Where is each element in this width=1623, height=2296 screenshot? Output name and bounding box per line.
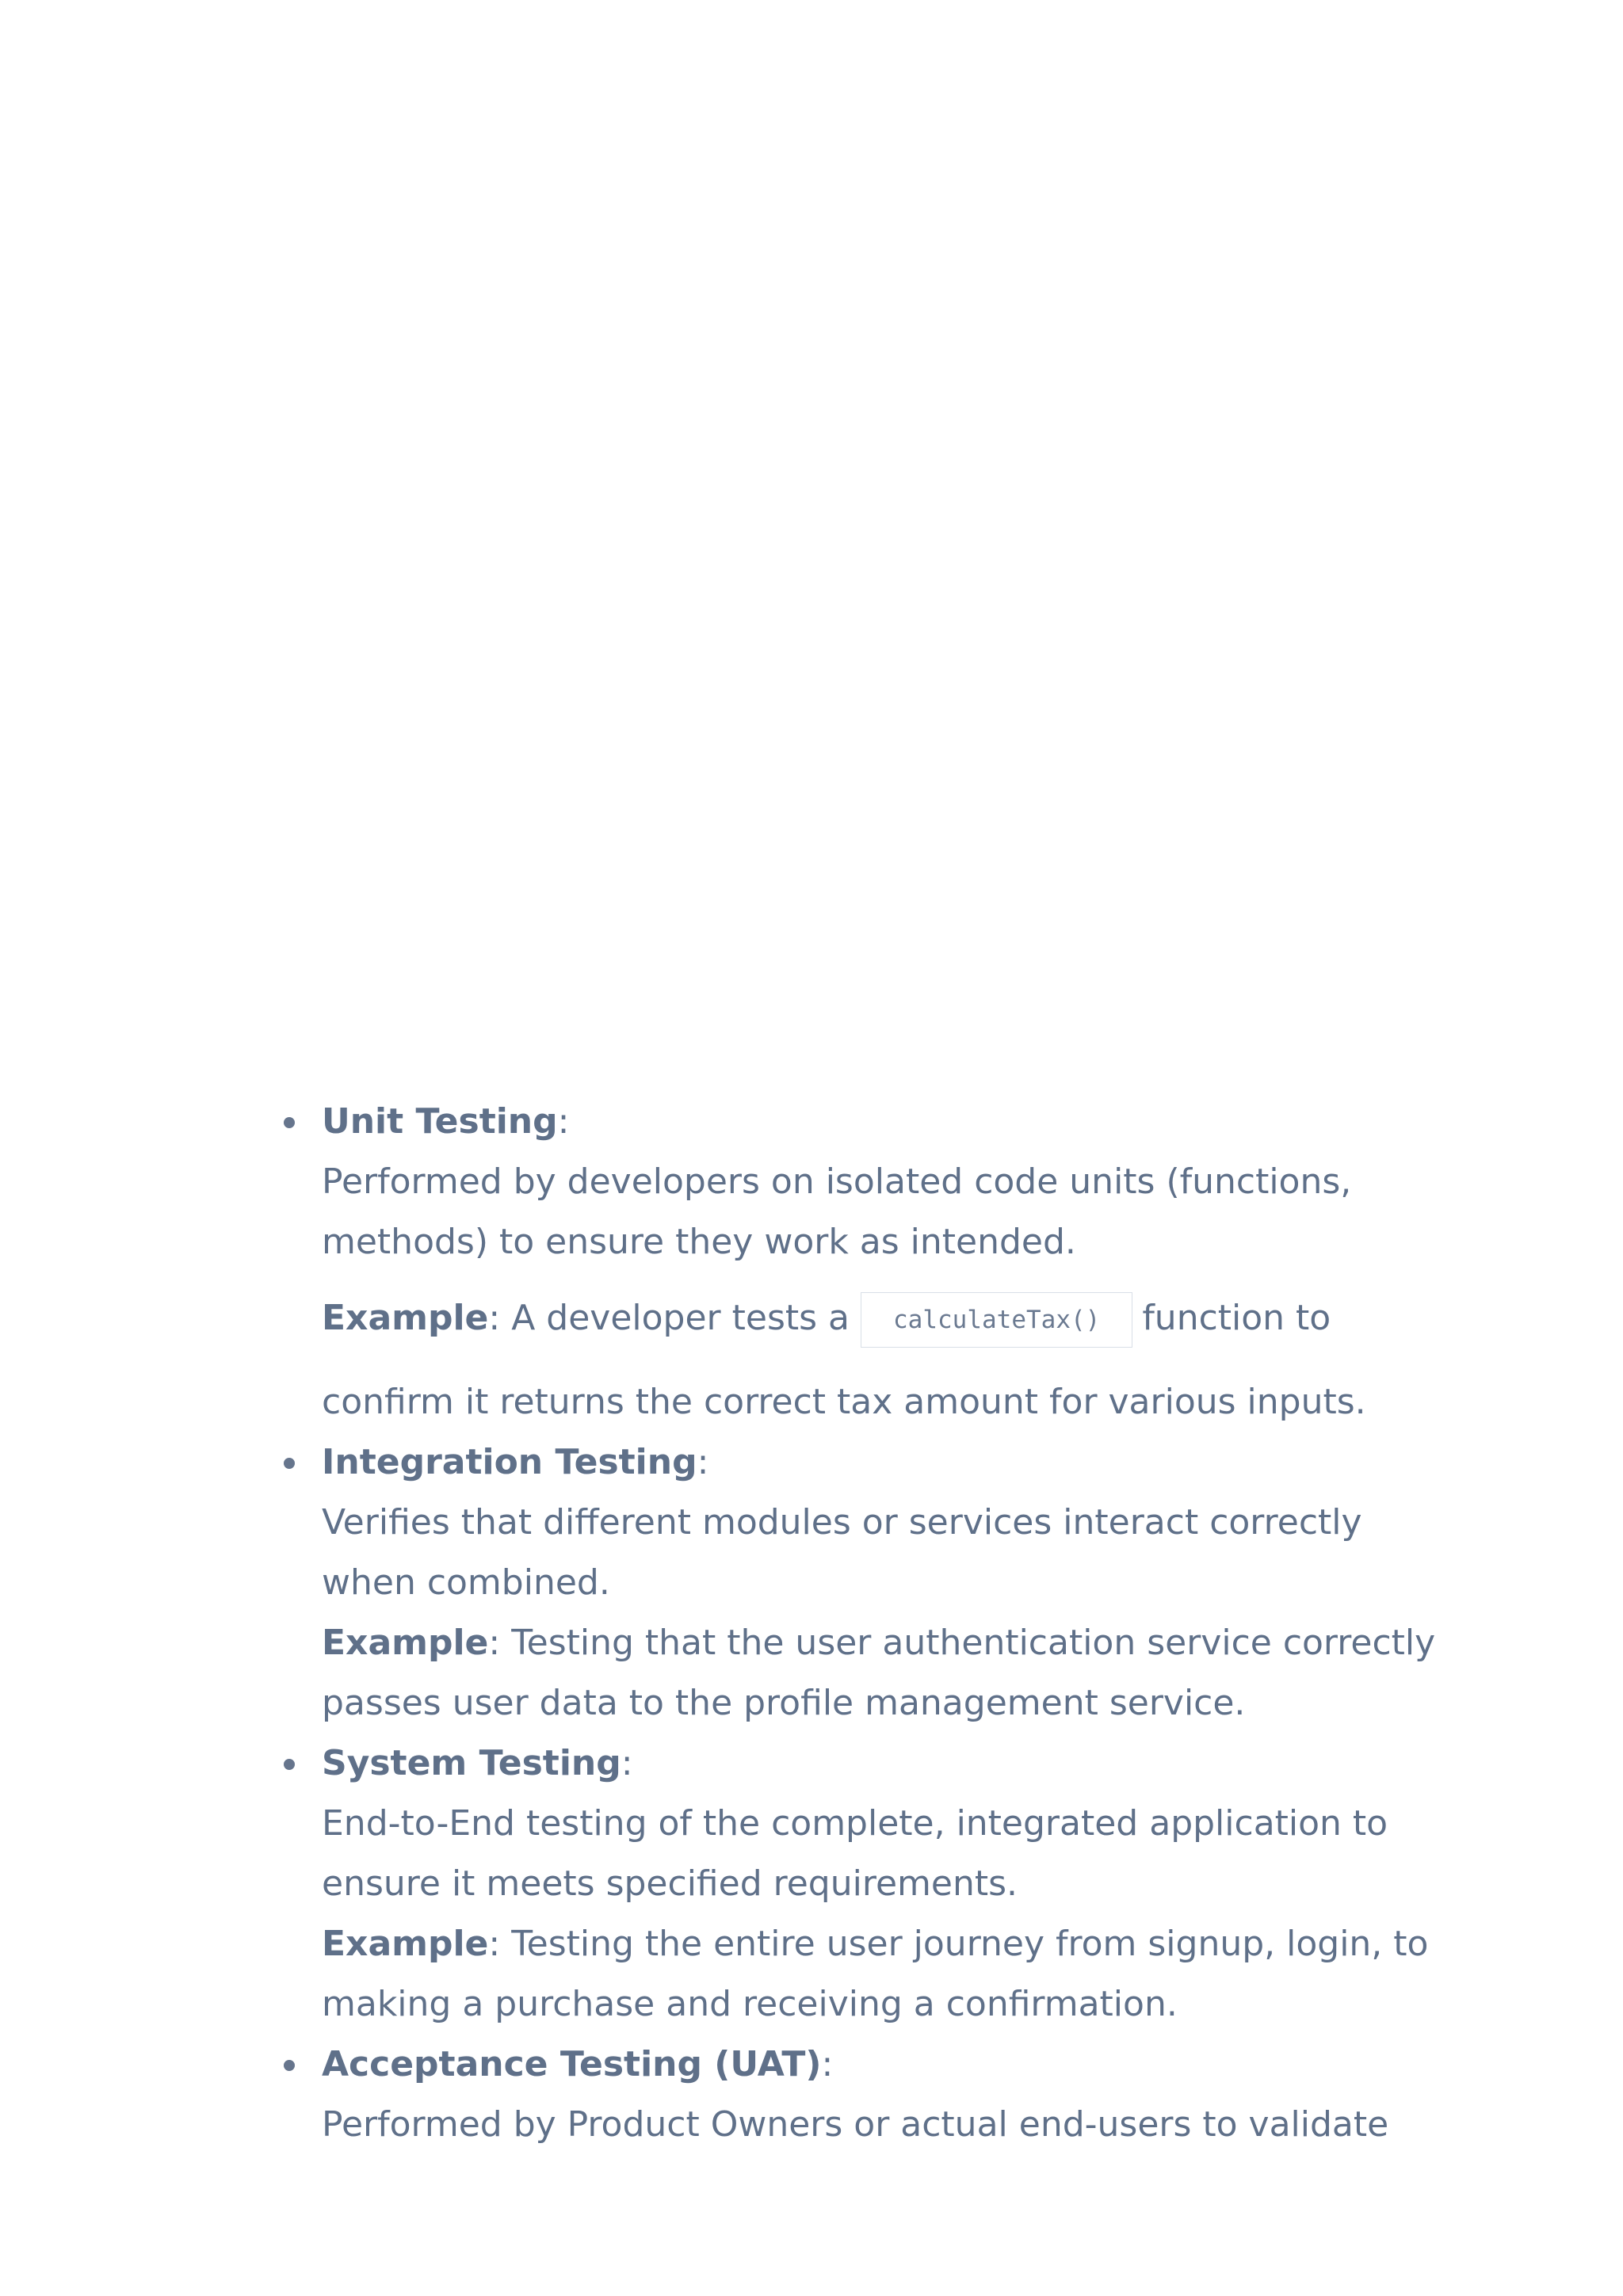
bullet-icon	[284, 1458, 295, 1469]
example-line	[322, 1288, 1436, 1348]
item-example	[322, 1288, 1436, 1432]
item-title-label: Integration Testing	[322, 1442, 697, 1482]
list-item-system-testing	[279, 1733, 1436, 2035]
testing-types-section	[279, 1092, 1436, 2155]
example-label: Example	[322, 1924, 489, 1964]
example-label: Example	[322, 1623, 489, 1663]
example-line-continued: confirm it returns the correct tax amount for various inputs.	[322, 1382, 1366, 1422]
item-title	[322, 1733, 1436, 1794]
item-title	[322, 2035, 1436, 2095]
item-example	[322, 1613, 1436, 1733]
example-text: : Testing that the user authentication service correctly passes user data to the profile management service.	[322, 1623, 1436, 1723]
example-text-after: function to	[1142, 1298, 1331, 1338]
item-title-suffix: :	[821, 2044, 834, 2084]
item-title-label: Acceptance Testing (UAT)	[322, 2044, 822, 2084]
example-text-before: : A developer tests a	[488, 1298, 850, 1338]
item-example	[322, 1914, 1436, 2035]
item-title-label: System Testing	[322, 1743, 621, 1783]
example-label: Example	[322, 1298, 489, 1338]
item-description: End-to-End testing of the complete, integrated application to ensure it meets specified requirements.	[322, 1803, 1388, 1904]
item-title-suffix: :	[557, 1101, 570, 1142]
bullet-icon	[284, 1759, 295, 1770]
item-title	[322, 1092, 1436, 1152]
item-description: Performed by developers on isolated code units (functions, methods) to ensure they work as intended.	[322, 1161, 1352, 1262]
list-item-acceptance-testing	[279, 2035, 1436, 2155]
item-title-suffix: :	[621, 1743, 633, 1783]
example-text: : Testing the entire user journey from signup, login, to making a purchase and receiving a confirmation.	[322, 1924, 1429, 2024]
item-title-label: Unit Testing	[322, 1101, 558, 1142]
inline-code: calculateTax()	[861, 1292, 1132, 1348]
list-item-unit-testing	[279, 1092, 1436, 1432]
item-description: Verifies that different modules or services interact correctly when combined.	[322, 1502, 1362, 1603]
testing-types-list	[279, 1092, 1436, 2155]
item-title	[322, 1432, 1436, 1493]
item-title-suffix: :	[697, 1442, 709, 1482]
item-description: Performed by Product Owners or actual end-users to validate	[322, 2104, 1389, 2145]
bullet-icon	[284, 2060, 295, 2071]
list-item-integration-testing	[279, 1432, 1436, 1733]
bullet-icon	[284, 1117, 295, 1128]
